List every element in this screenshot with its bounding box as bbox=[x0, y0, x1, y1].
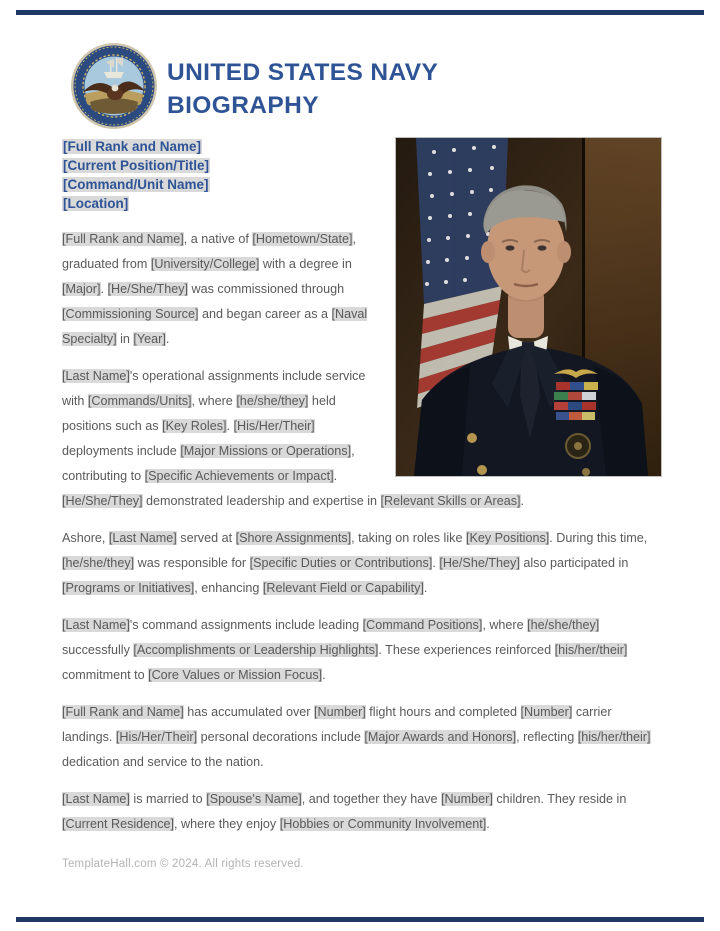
body-text: , a native of bbox=[183, 232, 253, 246]
placeholder-field: [his/her/their] bbox=[554, 643, 628, 657]
body-text: has accumulated over bbox=[183, 705, 315, 719]
body-text: deployments include bbox=[62, 444, 181, 458]
placeholder-field: [Number] bbox=[314, 705, 366, 719]
placeholder-field: [Commissioning Source] bbox=[62, 307, 199, 321]
body-text: children. They reside in bbox=[492, 792, 627, 806]
body-text: was responsible for bbox=[134, 556, 250, 570]
body-text: was commissioned through bbox=[188, 282, 345, 296]
placeholder-field: [Last Name] bbox=[62, 369, 130, 383]
body-text: carrier landings. bbox=[62, 705, 612, 744]
title-line-2: BIOGRAPHY bbox=[167, 92, 319, 119]
placeholder-field: [he/she/they] bbox=[527, 618, 600, 632]
body-text: . bbox=[333, 469, 338, 483]
placeholder-field: [Hobbies or Community Involvement] bbox=[279, 817, 487, 831]
placeholder-field: [Shore Assignments] bbox=[235, 531, 352, 545]
body-text: . bbox=[486, 817, 490, 831]
bio-paragraph bbox=[62, 700, 662, 775]
page-title bbox=[167, 56, 438, 122]
body-text: successfully bbox=[62, 643, 134, 657]
body-text: , where bbox=[191, 394, 237, 408]
placeholder-field: [Major Missions or Operations] bbox=[180, 444, 352, 458]
placeholder-field: [Key Positions] bbox=[465, 531, 550, 545]
body-text: with a degree in bbox=[259, 257, 352, 271]
body-text: and began career as a bbox=[198, 307, 332, 321]
top-border-bar bbox=[16, 10, 704, 15]
body-text: , where they enjoy bbox=[174, 817, 280, 831]
body-text: . bbox=[520, 494, 525, 508]
placeholder-field: [Current Residence] bbox=[62, 817, 174, 831]
placeholder-field: [Naval Specialty] bbox=[62, 307, 368, 346]
body-text: is married to bbox=[129, 792, 207, 806]
placeholder-field: [Commands/Units] bbox=[87, 394, 192, 408]
body-text: Ashore, bbox=[62, 531, 109, 545]
body-text: dedication and service to the nation. bbox=[62, 755, 264, 769]
body-text: personal decorations include bbox=[197, 730, 365, 744]
body-text: 's operational assignments include service with bbox=[62, 369, 366, 408]
placeholder-field: [he/she/they] bbox=[236, 394, 309, 408]
title-line-1: UNITED STATES NAVY bbox=[167, 59, 439, 86]
placeholder-field: [He/She/They] bbox=[62, 494, 143, 508]
placeholder-field: [Key Roles] bbox=[162, 419, 227, 433]
placeholder-field: [His/Her/Their] bbox=[233, 419, 315, 433]
placeholder-field: [Accomplishments or Leadership Highlights] bbox=[133, 643, 379, 657]
body-text: . During this time, bbox=[549, 531, 648, 545]
bio-paragraph bbox=[62, 613, 662, 688]
body-text: , taking on roles like bbox=[351, 531, 466, 545]
body-text: , enhancing bbox=[194, 581, 263, 595]
body-text: commitment to bbox=[62, 668, 149, 682]
placeholder-field: [He/She/They] bbox=[107, 282, 189, 296]
placeholder-field: [Last Name] bbox=[62, 792, 130, 806]
placeholder-field: [Year] bbox=[133, 332, 166, 346]
placeholder-field: [Number] bbox=[441, 792, 493, 806]
body-text: . bbox=[432, 556, 440, 570]
placeholder-field: [Current Position/Title] bbox=[63, 158, 210, 173]
body-text: . bbox=[322, 668, 326, 682]
body-text: , where bbox=[482, 618, 528, 632]
placeholder-field: [Last Name] bbox=[62, 618, 130, 632]
body-text: 's command assignments include leading bbox=[129, 618, 363, 632]
placeholder-field: [Full Rank and Name] bbox=[63, 139, 202, 154]
bottom-border-bar bbox=[16, 917, 704, 922]
placeholder-field: [Last Name] bbox=[108, 531, 177, 545]
body-text: in bbox=[116, 332, 134, 346]
body-text: . These experiences reinforced bbox=[378, 643, 555, 657]
officer-portrait-photo bbox=[395, 137, 662, 477]
body-text: . bbox=[226, 419, 234, 433]
placeholder-field: [Spouse's Name] bbox=[206, 792, 302, 806]
placeholder-field: [his/her/their] bbox=[577, 730, 651, 744]
body-text: . bbox=[165, 332, 170, 346]
placeholder-field: [Major] bbox=[62, 282, 101, 296]
placeholder-field: [Location] bbox=[63, 196, 129, 211]
body-text: demonstrated leadership and expertise in bbox=[142, 494, 381, 508]
placeholder-field: [Specific Duties or Contributions] bbox=[249, 556, 433, 570]
placeholder-field: [University/College] bbox=[150, 257, 260, 271]
placeholder-field: [Command/Unit Name] bbox=[63, 177, 209, 192]
placeholder-field: [Major Awards and Honors] bbox=[364, 730, 517, 744]
placeholder-field: [Full Rank and Name] bbox=[62, 705, 184, 719]
footer-credit: TemplateHall.com © 2024. All rights reserved. bbox=[62, 858, 304, 870]
placeholder-field: [Core Values or Mission Focus] bbox=[148, 668, 323, 682]
content-area bbox=[62, 137, 662, 849]
placeholder-field: [His/Her/Their] bbox=[115, 730, 198, 744]
placeholder-field: [Specific Achievements or Impact] bbox=[144, 469, 334, 483]
navy-seal-logo bbox=[70, 42, 158, 130]
body-text: , and together they have bbox=[301, 792, 442, 806]
placeholder-field: [he/she/they] bbox=[62, 556, 135, 570]
placeholder-field: [Relevant Skills or Areas] bbox=[380, 494, 521, 508]
body-text: , graduated from bbox=[62, 232, 357, 271]
placeholder-field: [He/She/They] bbox=[439, 556, 520, 570]
placeholder-field: [Full Rank and Name] bbox=[62, 232, 184, 246]
body-text: . bbox=[423, 581, 428, 595]
bio-paragraph bbox=[62, 526, 662, 601]
body-text: , contributing to bbox=[62, 444, 355, 483]
body-text: , reflecting bbox=[516, 730, 578, 744]
placeholder-field: [Number] bbox=[520, 705, 573, 719]
placeholder-field: [Hometown/State] bbox=[252, 232, 353, 246]
body-text: . bbox=[100, 282, 108, 296]
body-text: flight hours and completed bbox=[365, 705, 521, 719]
bio-paragraph bbox=[62, 787, 662, 837]
placeholder-field: [Relevant Field or Capability] bbox=[262, 581, 424, 595]
body-text: served at bbox=[176, 531, 236, 545]
body-text: also participated in bbox=[519, 556, 629, 570]
placeholder-field: [Command Positions] bbox=[362, 618, 483, 632]
body-text: held positions such as bbox=[62, 394, 336, 433]
placeholder-field: [Programs or Initiatives] bbox=[62, 581, 195, 595]
